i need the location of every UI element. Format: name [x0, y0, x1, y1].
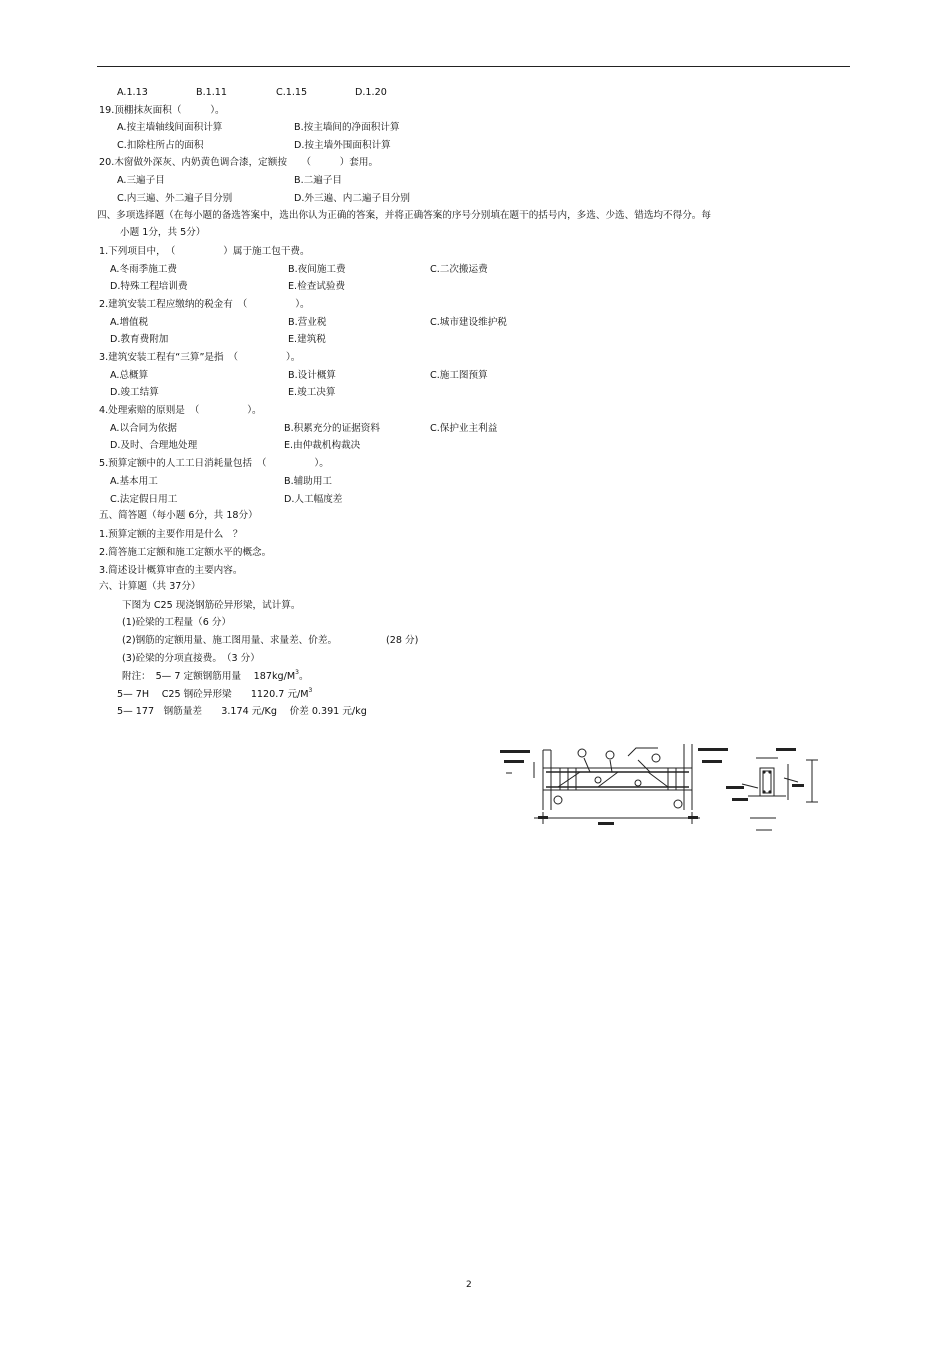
s4-q2-option-b: B.营业税: [288, 317, 327, 328]
s4-q5-option-d: D.人工幅度差: [284, 494, 343, 505]
s4-q4-option-c: C.保护业主利益: [430, 423, 498, 434]
s4-q5-option-b: B.辅助用工: [284, 476, 333, 487]
q18-option-a: A.1.13: [117, 87, 148, 98]
q20-option-b: B.二遍子目: [294, 175, 343, 186]
s6-note2: [117, 689, 312, 701]
s4-q1-option-c: C.二次搬运费: [430, 264, 488, 275]
s4-q4-option-a: A.以合同为依据: [110, 423, 178, 434]
s6-note1-text: 附注： 5— 7 定额钢筋用量 187kg/M: [122, 671, 296, 682]
q18-option-c: C.1.15: [276, 87, 308, 98]
s6-part3: (3)砼梁的分项直接费。 （3 分）: [122, 653, 260, 664]
q18-option-d: D.1.20: [355, 87, 387, 98]
s4-q3-option-d: D.竣工结算: [110, 387, 159, 398]
s4-q3-option-b: B.设计概算: [288, 370, 337, 381]
s4-q1-option-a: A.冬雨季施工费: [110, 264, 178, 275]
s4-q3-option-e: E.竣工决算: [288, 387, 336, 398]
s4-q3-option-a: A.总概算: [110, 370, 149, 381]
section4-heading: 四、多项选择题（在每小题的备选答案中，选出你认为正确的答案，并将正确答案的序号分别填在题干的括号内，多选、少选、错选均不得分。每: [97, 210, 711, 221]
q18-option-b: B.1.11: [196, 87, 227, 98]
section6-heading: 六、计算题（共 37分）: [99, 581, 201, 592]
q20-stem: 20.木窗做外深灰、内奶黄色调合漆，定额按 （ ）套用。: [99, 157, 379, 168]
s4-q3-option-c: C.施工图预算: [430, 370, 488, 381]
s4-q4-option-b: B.积累充分的证据资料: [284, 423, 380, 434]
q20-option-d: D.外三遍、内二遍子目分别: [294, 193, 410, 204]
s4-q4-option-d: D.及时、合理地处理: [110, 440, 198, 451]
s4-q1-option-d: D.特殊工程培训费: [110, 281, 188, 292]
s5-q1: 1.预算定额的主要作用是什么 ？: [99, 529, 243, 540]
s4-q2-option-d: D.教育费附加: [110, 334, 169, 345]
s4-q4-stem: 4.处理索赔的原则是 （ ）。: [99, 405, 262, 416]
q19-option-b: B.按主墙间的净面积计算: [294, 122, 400, 133]
s4-q2-stem: 2.建筑安装工程应缴纳的税金有 （ ）。: [99, 299, 310, 310]
s4-q2-option-e: E.建筑税: [288, 334, 326, 345]
s6-note1: [122, 671, 309, 683]
s6-intro: 下图为 C25 现浇钢筋砼异形梁，试计算。: [122, 600, 301, 611]
s4-q5-option-a: A.基本用工: [110, 476, 158, 487]
s6-note2-text: 5— 7H C25 钢砼异形梁 1120.7 元/M: [117, 689, 309, 700]
section5-heading: 五、简答题（每小题 6分，共 18分）: [99, 510, 258, 521]
s5-q3: 3.简述设计概算审查的主要内容。: [99, 565, 243, 576]
s6-part2-score: (28 分): [386, 635, 419, 646]
s4-q1-stem: 1.下列项目中， （ ）属于施工包干费。: [99, 246, 310, 257]
s4-q2-option-a: A.增值税: [110, 317, 149, 328]
s6-note1-end: 。: [298, 671, 309, 682]
s6-part2: (2)钢筋的定额用量、施工图用量、求量差、价差。: [122, 635, 338, 646]
section4-heading-cont: 小题 1分，共 5分）: [120, 227, 206, 238]
s5-q2: 2.简答施工定额和施工定额水平的概念。: [99, 547, 272, 558]
q19-option-a: A.按主墙轴线间面积计算: [117, 122, 223, 133]
q19-option-d: D.按主墙外围面积计算: [294, 140, 391, 151]
header-rule: [97, 66, 850, 67]
page-number: 2: [466, 1280, 472, 1290]
s6-note2-sup: 3: [308, 687, 313, 694]
s6-note3: 5— 177 钢筋量差 3.174 元/Kg 价差 0.391 元/kg: [117, 706, 367, 717]
s4-q5-stem: 5.预算定额中的人工工日消耗量包括 （ ）。: [99, 458, 329, 469]
q20-option-c: C.内三遍、外二遍子目分别: [117, 193, 233, 204]
q19-stem: 19.顶棚抹灰面积（ ）。: [99, 105, 225, 116]
s4-q3-stem: 3.建筑安装工程有“三算”是指 （ ）。: [99, 352, 301, 363]
s4-q5-option-c: C.法定假日用工: [110, 494, 178, 505]
s6-part1: (1)砼梁的工程量（6 分）: [122, 617, 232, 628]
s4-q2-option-c: C.城市建设维护税: [430, 317, 507, 328]
q19-option-c: C.扣除柱所占的面积: [117, 140, 204, 151]
s4-q1-option-b: B.夜间施工费: [288, 264, 346, 275]
s4-q1-option-e: E.检查试验费: [288, 281, 346, 292]
beam-drawing: [488, 738, 848, 842]
q20-option-a: A.三遍子目: [117, 175, 165, 186]
s6-note1-sup: 3: [295, 669, 299, 676]
s4-q4-option-e: E.由仲裁机构裁决: [284, 440, 361, 451]
